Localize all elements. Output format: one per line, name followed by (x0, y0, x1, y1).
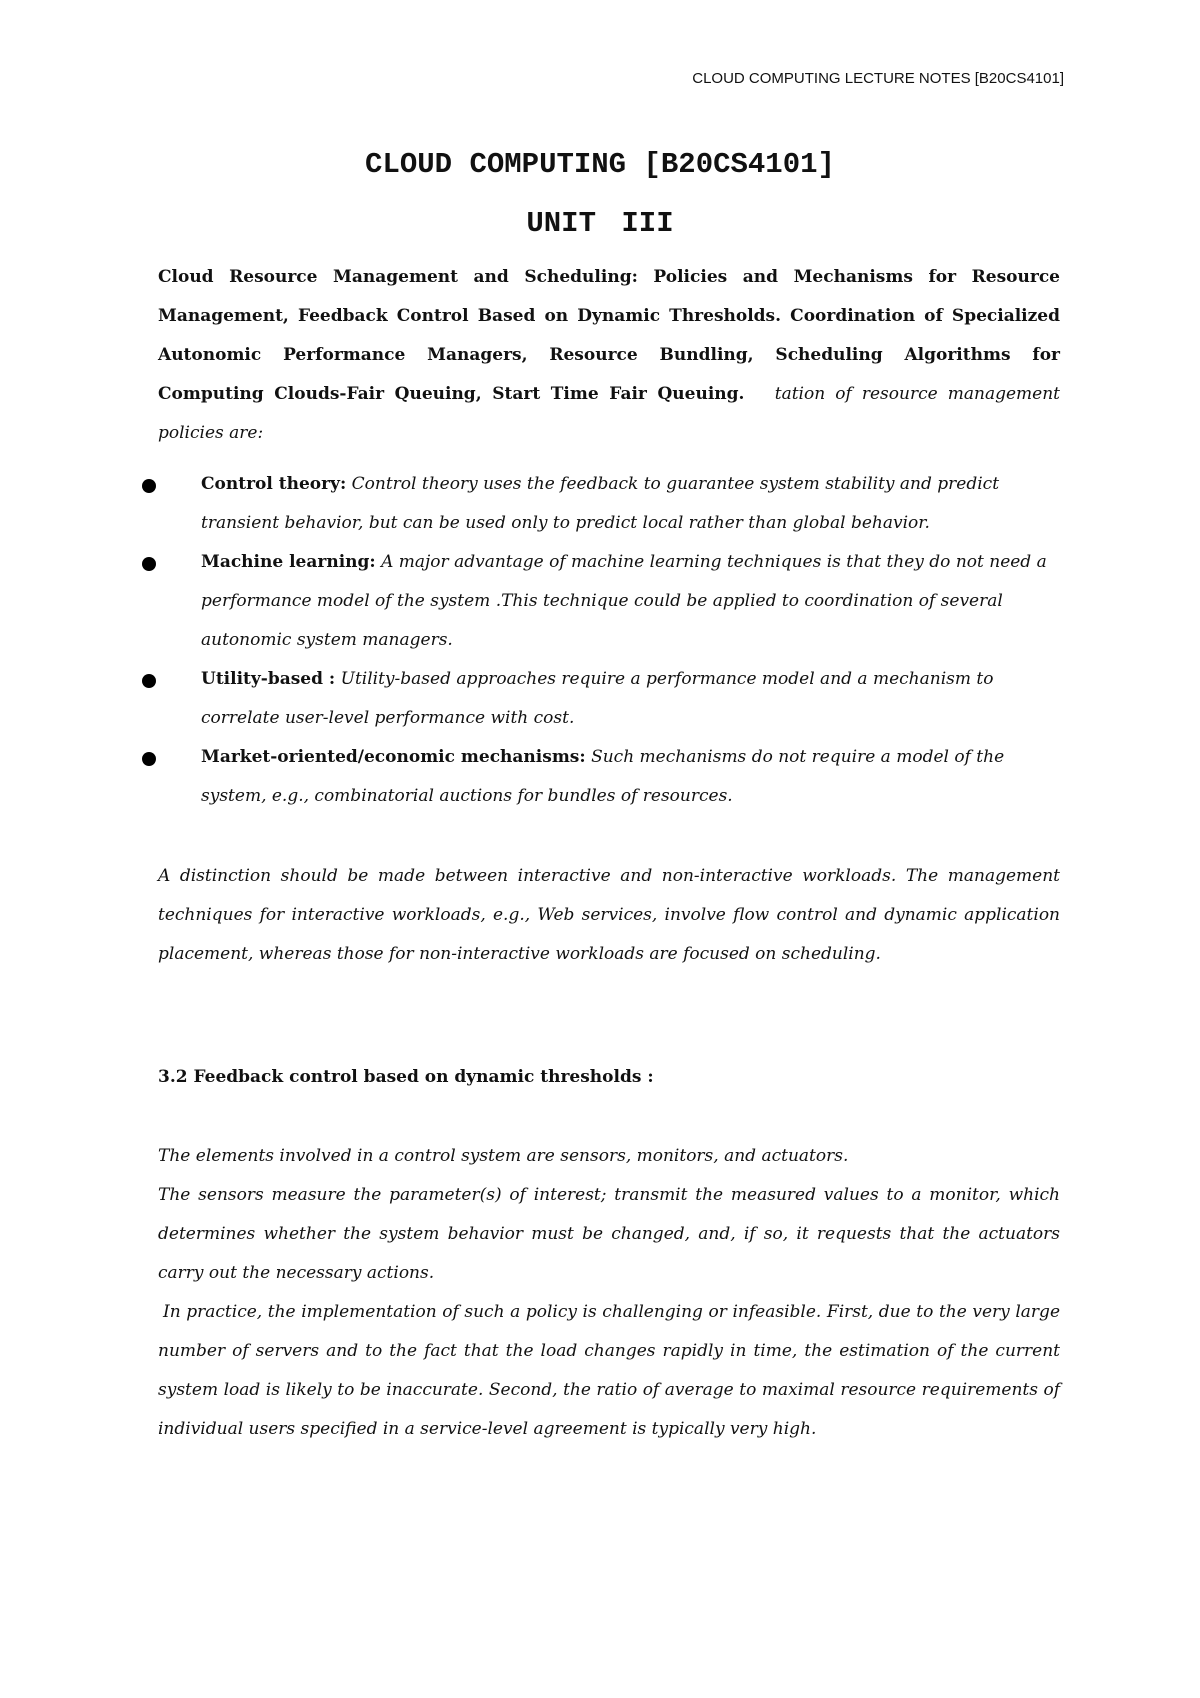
running-header: CLOUD COMPUTING LECTURE NOTES [B20CS4101] (692, 70, 1064, 87)
intro-paragraph (158, 258, 1060, 453)
section-body (158, 1137, 1060, 1449)
list-item-label: Control theory: (201, 474, 347, 494)
bullet-icon (142, 674, 156, 688)
intro-lead-in: tation of resource management policies are: (158, 384, 1061, 443)
section-paragraph: The sensors measure the parameter(s) of interest; transmit the measured values to a monitor, which determines whether the system behavior must be changed, and, if so, it requests that the actuators carry out the necessary actions. (158, 1185, 1060, 1283)
list-item (142, 738, 1060, 816)
list-item-text: Such mechanisms do not require a model of the system, e.g., combinatorial auctions for bundles of resources. (201, 747, 1005, 806)
distinction-paragraph: A distinction should be made between interactive and non-interactive workloads. The management techniques for interactive workloads, e.g., Web services, involve flow control and dynamic application placement, whereas those for non-interactive workloads are focused on scheduling. (158, 866, 1060, 964)
list-item-text: Utility-based approaches require a performance model and a mechanism to correlate user-level performance with cost. (201, 669, 994, 728)
list-item (142, 543, 1060, 660)
list-item-label: Market-oriented/economic mechanisms: (201, 747, 586, 767)
intro-topics: Cloud Resource Management and Scheduling: Policies and Mechanisms for Resource Management, Feedback Control Based on Dynamic Thresholds. Coordination of Specialized Autonomic Performance Managers, Resource Bundling, Scheduling Algorithms for Computing Clouds-Fair Queuing, Start Time Fair Queuing. (158, 267, 1060, 404)
bullet-icon (142, 752, 156, 766)
list-item-text: A major advantage of machine learning techniques is that they do not need a performance model of the system .This technique could be applied to coordination of several autonomic system managers. (201, 552, 1047, 650)
document-title: CLOUD COMPUTING [B20CS4101] (365, 148, 835, 181)
bullet-icon (142, 479, 156, 493)
list-item-text: Control theory uses the feedback to guarantee system stability and predict transient behavior, but can be used only to predict local rather than global behavior. (201, 474, 1000, 533)
section-heading: 3.2 Feedback control based on dynamic thresholds : (158, 1067, 654, 1087)
policy-list (142, 465, 1060, 816)
unit-heading: UNIT III (526, 207, 674, 240)
list-item (142, 660, 1060, 738)
section-paragraph: The elements involved in a control system are sensors, monitors, and actuators. (158, 1146, 849, 1166)
bullet-icon (142, 557, 156, 571)
list-item-label: Utility-based : (201, 669, 336, 689)
section-paragraph: In practice, the implementation of such a policy is challenging or infeasible. First, due to the very large number of servers and to the fact that the load changes rapidly in time, the estimation of the current system load is likely to be inaccurate. Second, the ratio of average to maximal resource requirements of individual users specified in a service-level agreement is typically very high. (158, 1302, 1060, 1439)
list-item-label: Machine learning: (201, 552, 376, 572)
list-item (142, 465, 1060, 543)
